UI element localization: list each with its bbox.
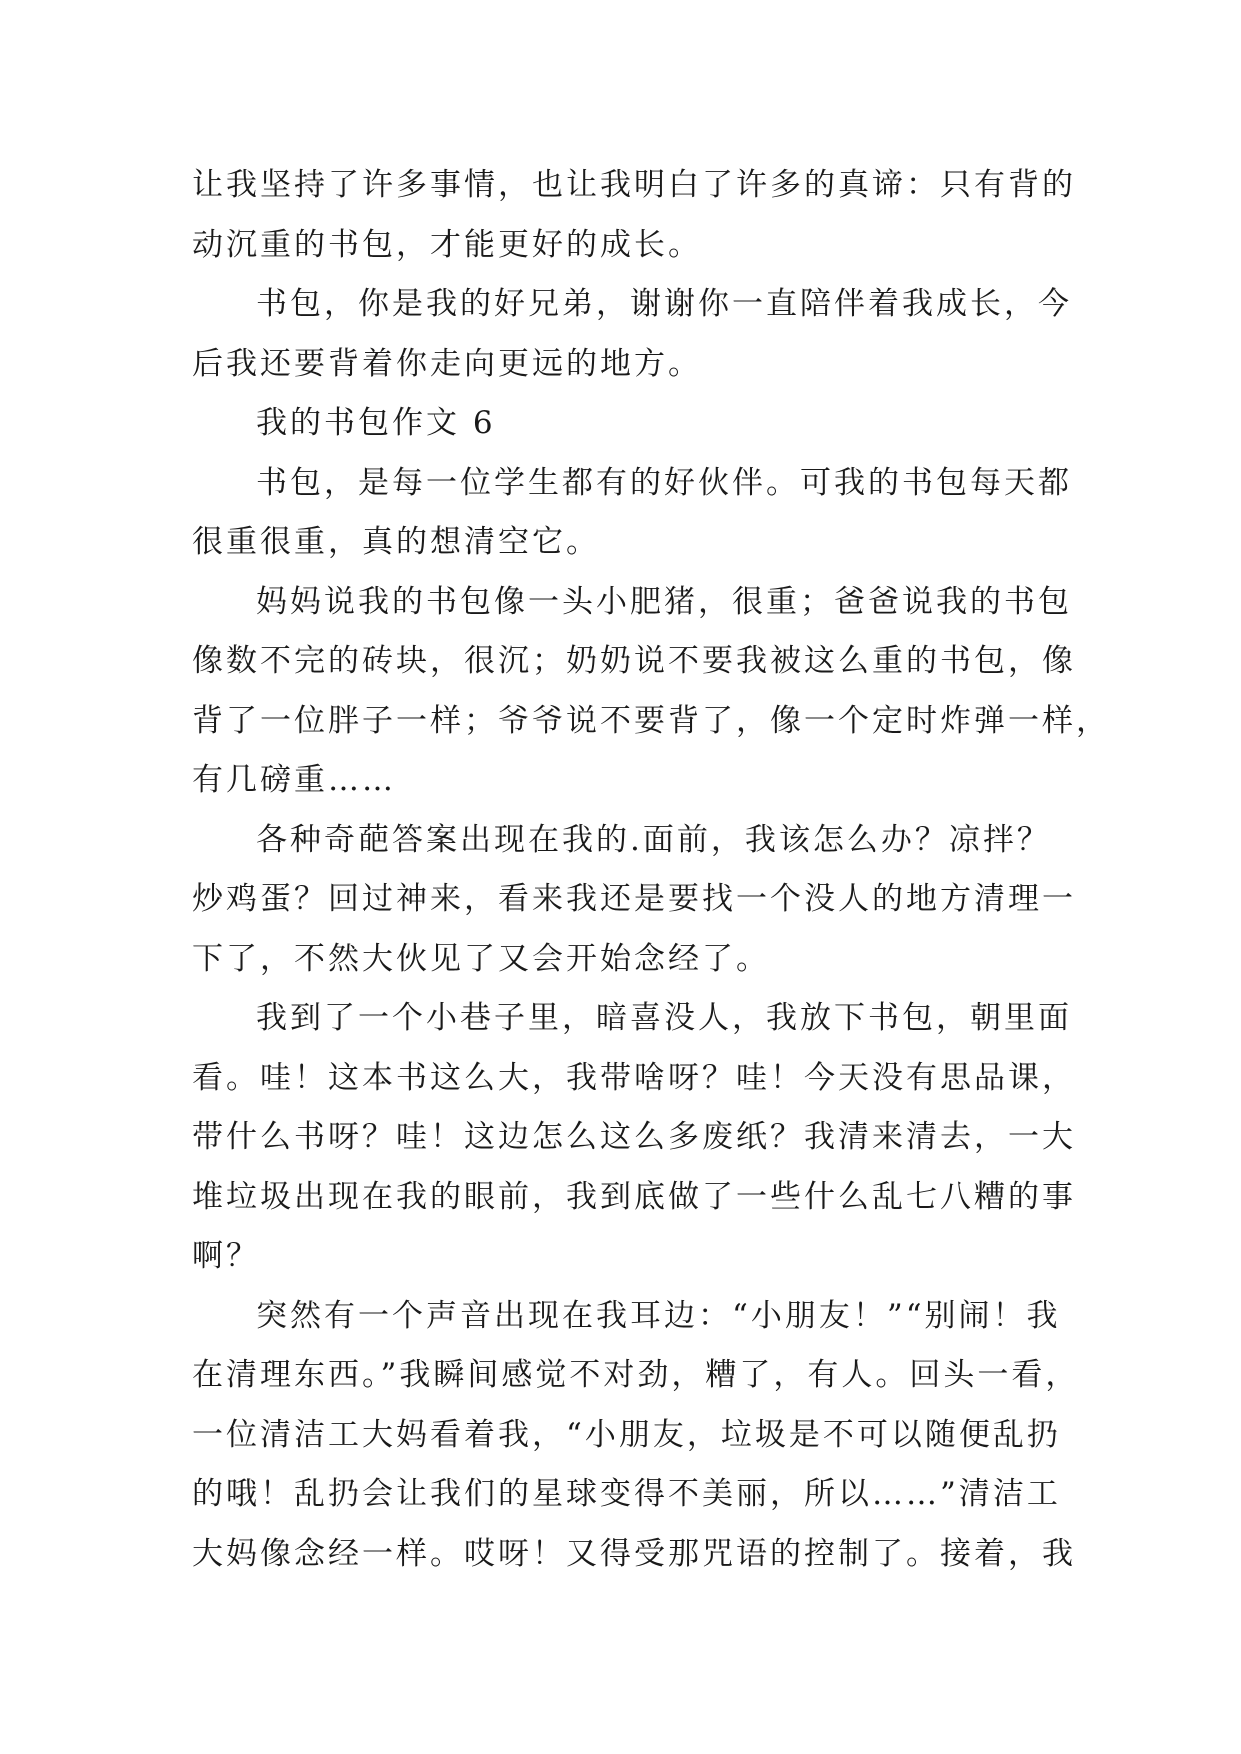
text-line: 书包，你是我的好兄弟，谢谢你一直陪伴着我成长，今: [256, 286, 1072, 322]
text-line: 一位清洁工大妈看着我，“小朋友，垃圾是不可以随便乱扔: [192, 1416, 1061, 1453]
text-line: 妈妈说我的书包像一头小肥猪，很重；爸爸说我的书包: [256, 583, 1072, 620]
section-heading: 我的书包作文 6: [256, 405, 496, 441]
text-line: 我到了一个小巷子里，暗喜没人，我放下书包，朝里面: [256, 1000, 1072, 1036]
text-line: 带什么书呀？哇！这边怎么这么多废纸？我清来清去，一大: [192, 1119, 1076, 1155]
text-line: 书包，是每一位学生都有的好伙伴。可我的书包每天都: [256, 464, 1072, 501]
text-line: 有几磅重……: [192, 762, 396, 798]
text-line: 大妈像念经一样。哎呀！又得受那咒语的控制了。接着，我: [192, 1535, 1076, 1572]
text-line: 后我还要背着你走向更远的地方。: [192, 345, 702, 382]
text-line: 突然有一个声音出现在我耳边：“小朋友！”“别闹！我: [256, 1297, 1061, 1334]
text-line: 让我坚持了许多事情，也让我明白了许多的真谛：只有背的: [192, 167, 1076, 203]
text-line: 的哦！乱扔会让我们的星球变得不美丽，所以……”清洁工: [192, 1476, 1061, 1512]
text-line: 动沉重的书包，才能更好的成长。: [192, 226, 702, 263]
text-line: 像数不完的砖块，很沉；奶奶说不要我被这么重的书包，像: [192, 643, 1076, 679]
text-line: 在清理东西。”我瞬间感觉不对劲，糟了，有人。回头一看，: [192, 1357, 1080, 1393]
text-line: 炒鸡蛋？回过神来，看来我还是要找一个没人的地方清理一: [192, 881, 1076, 917]
text-line: 各种奇葩答案出现在我的.面前，我该怎么办？凉拌？: [256, 821, 1051, 858]
text-line: 背了一位胖子一样；爷爷说不要背了，像一个定时炸弹一样，: [192, 702, 1110, 739]
text-line: 下了，不然大伙见了又会开始念经了。: [192, 940, 770, 977]
text-line: 堆垃圾出现在我的眼前，我到底做了一些什么乱七八糟的事: [192, 1178, 1076, 1215]
document-body: [192, 156, 1110, 1584]
text-line: 啊？: [192, 1238, 260, 1274]
text-line: 很重很重，真的想清空它。: [192, 524, 600, 560]
text-line: 看。哇！这本书这么大，我带啥呀？哇！今天没有思品课，: [192, 1059, 1076, 1096]
